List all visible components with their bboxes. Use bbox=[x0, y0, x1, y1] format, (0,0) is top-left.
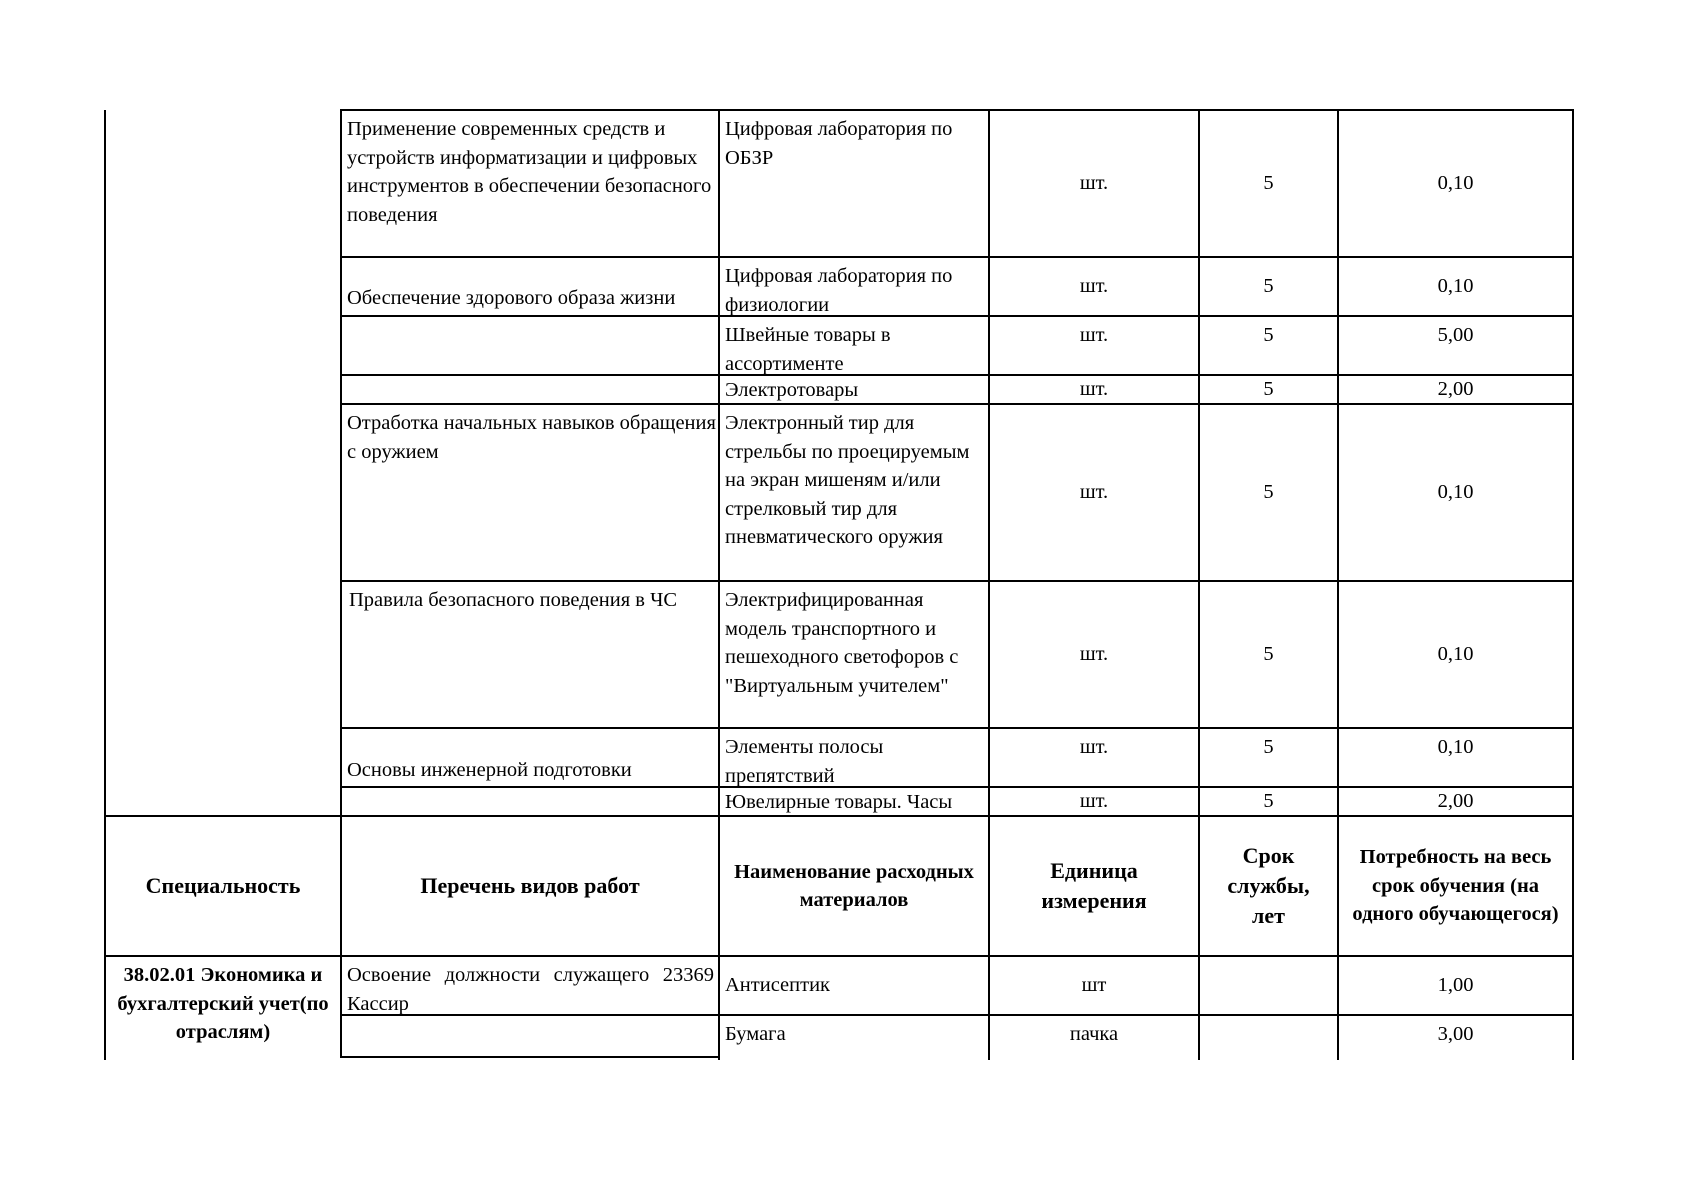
term-cell bbox=[1200, 1016, 1337, 1058]
term-cell: 5 bbox=[1263, 790, 1274, 813]
unit-cell: шт. bbox=[1079, 736, 1109, 758]
term-cell: 5 bbox=[1263, 643, 1274, 666]
material-cell: Элементы полосы препятствий bbox=[725, 736, 884, 787]
term-cell: 5 bbox=[1263, 378, 1274, 401]
works-cell: Основы инженерной подготовки bbox=[347, 759, 632, 781]
need-cell: 1,00 bbox=[1437, 974, 1474, 997]
table-border bbox=[1572, 110, 1574, 1060]
material-cell: Антисептик bbox=[725, 974, 831, 997]
unit-cell: шт. bbox=[1079, 481, 1109, 504]
header-specialty: Специальность bbox=[145, 873, 301, 898]
unit-cell: шт. bbox=[1079, 275, 1109, 298]
need-cell: 5,00 bbox=[1437, 324, 1474, 346]
need-cell: 0,10 bbox=[1437, 736, 1474, 758]
header-term: Срок службы, лет bbox=[1227, 843, 1310, 928]
need-cell: 0,10 bbox=[1437, 481, 1474, 504]
need-cell: 2,00 bbox=[1437, 378, 1474, 401]
works-cell: Применение современных средств и устройств информатизации и цифровых инструментов в обеспечении безопасного поведения bbox=[347, 118, 712, 226]
works-cell: Освоение должности служащего 23369 Кассир bbox=[347, 964, 714, 1015]
term-cell bbox=[1200, 957, 1337, 1014]
table-border bbox=[340, 1056, 720, 1058]
material-cell: Ювелирные товары. Часы bbox=[725, 791, 953, 813]
works-cell: Обеспечение здорового образа жизни bbox=[347, 287, 676, 309]
unit-cell: шт. bbox=[1079, 790, 1109, 813]
need-cell: 0,10 bbox=[1437, 643, 1474, 666]
header-unit: Единица измерения bbox=[1041, 858, 1147, 913]
works-cell: Правила безопасного поведения в ЧС bbox=[349, 589, 678, 611]
unit-cell: шт. bbox=[1079, 643, 1109, 666]
material-cell: Бумага bbox=[725, 1023, 786, 1045]
header-need: Потребность на весь срок обучения (на одного обучающегося) bbox=[1352, 846, 1559, 926]
term-cell: 5 bbox=[1263, 736, 1274, 758]
specialty-cell: 38.02.01 Экономика и бухгалтерский учет(по отраслям) bbox=[117, 964, 329, 1043]
need-cell: 2,00 bbox=[1437, 790, 1474, 813]
works-cell: Отработка начальных навыков обращения с оружием bbox=[347, 412, 716, 463]
unit-cell: шт bbox=[1081, 974, 1107, 997]
term-cell: 5 bbox=[1263, 172, 1274, 195]
header-material: Наименование расходных материалов bbox=[734, 860, 974, 911]
unit-cell: шт. bbox=[1079, 378, 1109, 401]
term-cell: 5 bbox=[1263, 481, 1274, 504]
material-cell: Электронный тир для стрельбы по проецируемым на экран мишеням и/или стрелковый тир для пневматического оружия bbox=[725, 412, 970, 548]
unit-cell: шт. bbox=[1079, 172, 1109, 195]
material-cell: Цифровая лаборатория по ОБЗР bbox=[725, 118, 953, 169]
need-cell: 0,10 bbox=[1437, 275, 1474, 298]
need-cell: 3,00 bbox=[1437, 1023, 1474, 1045]
need-cell: 0,10 bbox=[1437, 172, 1474, 195]
unit-cell: пачка bbox=[1069, 1023, 1119, 1045]
term-cell: 5 bbox=[1263, 275, 1274, 298]
material-cell: Электрифицированная модель транспортного и пешеходного светофоров с "Виртуальным учителем" bbox=[725, 589, 959, 697]
unit-cell: шт. bbox=[1079, 324, 1109, 346]
material-cell: Цифровая лаборатория по физиологии bbox=[725, 265, 953, 316]
material-cell: Электротовары bbox=[725, 379, 859, 401]
header-works: Перечень видов работ bbox=[420, 873, 640, 898]
material-cell: Швейные товары в ассортименте bbox=[725, 324, 891, 375]
term-cell: 5 bbox=[1263, 324, 1274, 346]
